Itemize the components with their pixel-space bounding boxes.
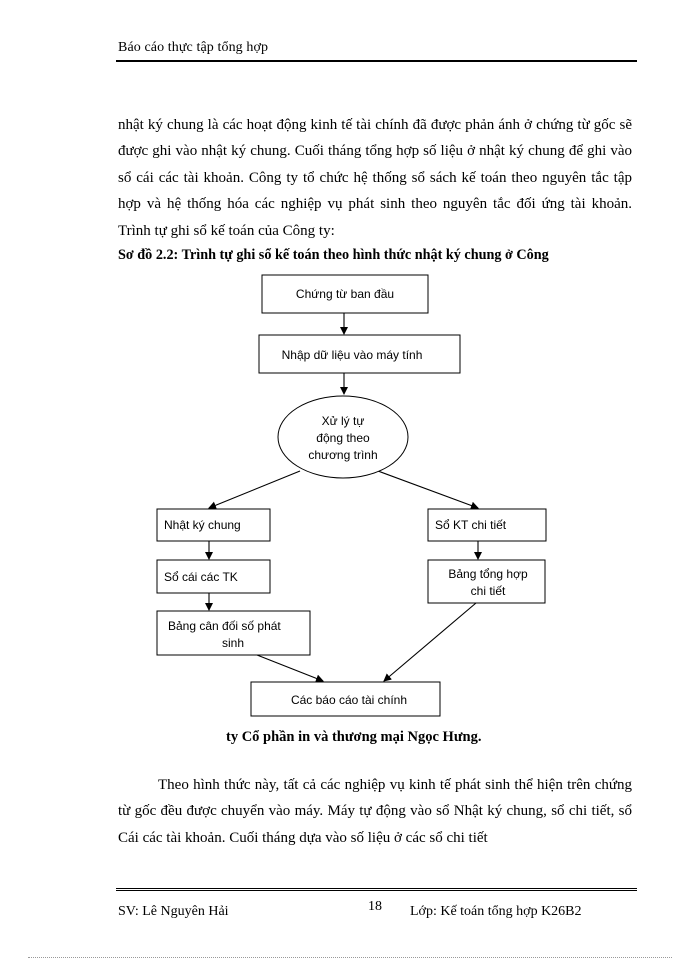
node-trial-balance-label-line1: Bảng cân đối số phát — [168, 619, 281, 633]
node-auto-process-label-line1: Xử lý tự — [321, 414, 365, 428]
node-detail-summary-label-line1: Bảng tổng hợp — [448, 567, 528, 581]
node-auto-process-label-line2: động theo — [316, 431, 370, 445]
arrow-process-to-detail — [378, 471, 478, 508]
node-source-docs-label: Chứng từ ban đầu — [295, 287, 395, 301]
footer-student-name: SV: Lê Nguyên Hải — [118, 904, 229, 919]
page-bottom-dotted-line — [28, 957, 672, 958]
arrow-summary-to-reports — [384, 603, 476, 681]
diagram-caption-top: Sơ đồ 2.2: Trình tự ghi sổ kế toán theo hình thức nhật ký chung ở Công — [118, 247, 549, 263]
footer-page-number: 18 — [368, 899, 382, 914]
body-paragraph: Theo hình thức này, tất cả các nghiệp vụ kinh tế phát sinh thể hiện trên chứng từ gốc đều được chuyển vào máy. Máy tự động vào sổ Nhật ký chung, sổ chi tiết, sổ Cái các tài khoản. Cuối tháng dựa vào số liệu ở các sổ chi tiết — [118, 777, 632, 846]
node-data-entry-label: Nhập dữ liệu vào máy tính — [281, 348, 423, 362]
node-ledger-label: Sổ cái các TK — [164, 570, 238, 584]
node-auto-process-label-line3: chương trình — [308, 448, 378, 462]
footer-class-name: Lớp: Kế toán tổng hợp K26B2 — [410, 904, 582, 919]
intro-paragraph: nhật ký chung là các hoạt động kinh tế tài chính đã được phản ánh ở chứng từ gốc sẽ được ghi vào nhật ký chung. Cuối tháng tổng hợp số liệu ở nhật ký chung để ghi vào sổ cái các tài khoản. Công ty tổ chức hệ thống sổ sách kế toán theo nguyên tắc tập hợp và hệ thống hóa các nghiệp vụ phát sinh theo nguyên tắc đối ứng tài khoản. Trình tự ghi sổ kế toán của Công ty: — [118, 117, 632, 239]
arrow-process-to-journal — [209, 471, 300, 508]
node-financial-reports-label: Các báo cáo tài chính — [290, 693, 408, 707]
arrow-balance-to-reports — [257, 655, 323, 681]
node-detail-books-label: Sổ KT chi tiết — [435, 518, 507, 532]
footer-rule — [116, 888, 637, 891]
node-trial-balance-label-line2: sinh — [222, 636, 245, 650]
node-detail-summary-label-line2: chi tiết — [470, 584, 506, 598]
diagram-caption-bottom: ty Cổ phần in và thương mại Ngọc Hưng. — [226, 729, 482, 745]
node-general-journal-label: Nhật ký chung — [164, 518, 241, 532]
page-header-title: Báo cáo thực tập tổng hợp — [118, 40, 269, 55]
